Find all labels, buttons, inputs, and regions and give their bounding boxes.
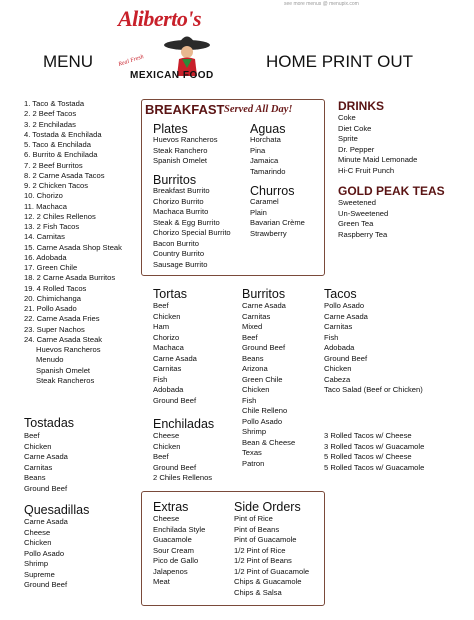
list-item: Chicken: [24, 538, 52, 547]
list-item: Caramel: [250, 197, 279, 206]
list-item: Pint of Guacamole: [234, 535, 297, 544]
list-item: 18. 2 Carne Asada Burritos: [24, 273, 116, 283]
side-orders-list: [234, 514, 309, 598]
logo: [118, 6, 238, 88]
list-item: Minute Maid Lemonade: [338, 155, 418, 164]
list-item: 24. Carne Asada Steak: [24, 334, 103, 344]
list-item: Coke: [338, 113, 356, 122]
list-item: Pollo Asado: [24, 548, 65, 558]
list-item: 3 Rolled Tacos w/ Guacamole: [324, 441, 425, 451]
side-orders-title: Side Orders: [234, 500, 301, 514]
list-item: Sausage Burrito: [153, 259, 208, 269]
list-item: Country Burrito: [153, 249, 205, 258]
list-item: Fish: [242, 395, 257, 405]
list-item: Cabeza: [324, 374, 351, 384]
list-item: 20. Chimichanga: [24, 293, 81, 303]
list-item: 5 Rolled Tacos w/ Guacamole: [324, 462, 425, 472]
served-all-day: Served All Day!: [224, 104, 293, 115]
list-item: Steak Rancheros: [36, 375, 95, 385]
list-item: Ground Beef: [24, 580, 68, 589]
list-item: 1. Taco & Tostada: [24, 99, 85, 108]
list-item: 17. Green Chile: [24, 263, 78, 272]
list-item: Mixed: [242, 322, 263, 331]
burritos-list: [242, 301, 295, 469]
tostadas-list: [24, 431, 68, 494]
list-item: Sweetened: [338, 198, 376, 207]
list-item: Carne Asada: [324, 311, 368, 321]
list-item: Green Chile: [242, 374, 283, 384]
list-item: Chips & Salsa: [234, 587, 282, 597]
list-item: Chorizo Burrito: [153, 196, 204, 206]
list-item: Adobada: [153, 385, 184, 394]
extras-list: [153, 514, 205, 588]
list-item: 1/2 Pint of Rice: [234, 545, 286, 555]
list-item: Adobada: [324, 343, 355, 352]
list-item: Carnitas: [324, 322, 353, 331]
list-item: Pint of Beans: [234, 524, 280, 534]
list-item: Sprite: [338, 134, 358, 143]
tortas-list: [153, 301, 197, 406]
list-item: Chicken: [324, 364, 352, 373]
list-item: Beef: [242, 332, 258, 342]
list-item: Chile Relleno: [242, 406, 288, 415]
list-item: 22. Carne Asada Fries: [24, 314, 100, 324]
list-item: Chips & Guacamole: [234, 577, 302, 586]
list-item: Raspberry Tea: [338, 229, 388, 239]
list-item: Jamaica: [250, 156, 279, 165]
list-item: 2. 2 Beef Tacos: [24, 109, 77, 119]
list-item: Cheese: [24, 527, 51, 537]
list-item: Ham: [153, 322, 170, 331]
burritos-title: Burritos: [242, 287, 286, 301]
list-item: Shrimp: [242, 427, 267, 436]
list-item: Un-Sweetened: [338, 208, 389, 218]
list-item: Huevos Rancheros: [36, 345, 101, 354]
drinks-title: DRINKS: [338, 99, 385, 113]
tacos-list: [324, 301, 423, 396]
list-item: Taco Salad (Beef or Chicken): [324, 385, 423, 394]
list-item: Machaca Burrito: [153, 207, 209, 216]
churros-list: [250, 197, 305, 239]
list-item: Chorizo Special Burrito: [153, 228, 231, 237]
list-item: Pico de Gallo: [153, 556, 199, 565]
list-item: Beef: [153, 452, 169, 461]
list-item: Carnitas: [24, 462, 53, 472]
list-item: Beef: [24, 431, 40, 440]
list-item: Ground Beef: [24, 483, 68, 493]
list-item: Shrimp: [24, 559, 49, 568]
enchiladas-title: Enchiladas: [153, 417, 215, 431]
list-item: Beans: [242, 353, 264, 363]
list-item: 19. 4 Rolled Tacos: [24, 283, 87, 293]
list-item: Chicken: [24, 441, 52, 451]
plates-list: [153, 135, 218, 167]
list-item: Jalapenos: [153, 566, 188, 576]
list-item: Ground Beef: [242, 343, 286, 352]
list-item: 1/2 Pint of Beans: [234, 556, 292, 565]
list-item: Carne Asada: [242, 301, 286, 310]
list-item: Guacamole: [153, 535, 192, 544]
list-item: Carne Asada: [153, 353, 197, 363]
list-item: 7. 2 Beef Burritos: [24, 160, 83, 170]
list-item: Green Tea: [338, 219, 374, 228]
list-item: Pollo Asado: [324, 301, 365, 310]
list-item: 3 Rolled Tacos w/ Cheese: [324, 431, 412, 440]
list-item: Fish: [153, 374, 168, 384]
list-item: Meat: [153, 577, 170, 586]
list-item: 12. 2 Chiles Rellenos: [24, 211, 96, 221]
list-item: 5 Rolled Tacos w/ Cheese: [324, 452, 412, 461]
list-item: Chorizo: [153, 332, 180, 342]
list-item: 8. 2 Carne Asada Tacos: [24, 170, 105, 180]
enchiladas-list: [153, 431, 212, 484]
list-item: Chicken: [153, 311, 181, 321]
list-item: Enchilada Style: [153, 524, 206, 534]
list-item: 13. 2 Fish Tacos: [24, 222, 80, 231]
quesadillas-list: [24, 517, 68, 591]
list-item: Ground Beef: [153, 395, 197, 405]
logo-brand: Aliberto's: [118, 6, 202, 31]
list-item: 6. Burrito & Enchilada: [24, 150, 98, 160]
list-item: Tamarindo: [250, 166, 286, 176]
list-item: Fish: [324, 332, 339, 342]
list-item: 4. Tostada & Enchilada: [24, 129, 102, 139]
list-item: Cheese: [153, 514, 180, 523]
list-item: Bacon Burrito: [153, 238, 200, 248]
list-item: Diet Coke: [338, 123, 372, 133]
home-print-out-header: HOME PRINT OUT: [266, 52, 414, 71]
list-item: Texas: [242, 448, 262, 457]
gold-peak-teas-list: [338, 198, 388, 240]
list-item: Sour Cream: [153, 545, 194, 555]
breakfast-title: BREAKFAST: [145, 102, 225, 117]
list-item: 2 Chiles Rellenos: [153, 473, 213, 482]
logo-tagline: MEXICAN FOOD: [130, 70, 214, 81]
list-item: Horchata: [250, 135, 281, 144]
gold-peak-teas-title: GOLD PEAK TEAS: [338, 184, 445, 198]
list-item: Carne Asada: [24, 452, 68, 461]
tortas-title: Tortas: [153, 287, 188, 301]
logo-fresh: Real Fresh: [117, 54, 145, 68]
list-item: Pollo Asado: [242, 416, 283, 426]
list-item: 9. 2 Chicken Tacos: [24, 181, 89, 190]
list-item: 5. Taco & Enchilada: [24, 140, 91, 149]
list-item: Spanish Omelet: [36, 365, 91, 375]
list-item: Supreme: [24, 569, 55, 579]
list-item: Patron: [242, 458, 265, 468]
quesadillas-title: Quesadillas: [24, 503, 90, 517]
list-item: 14. Carnitas: [24, 232, 65, 242]
list-item: Beef: [153, 301, 169, 310]
list-item: 16. Adobada: [24, 252, 67, 262]
list-item: 21. Pollo Asado: [24, 304, 77, 313]
list-item: Pina: [250, 145, 266, 155]
list-item: Breakfast Burrito: [153, 186, 210, 195]
tostadas-title: Tostadas: [24, 416, 75, 430]
list-item: 10. Chorizo: [24, 191, 63, 201]
list-item: Spanish Omelet: [153, 156, 208, 165]
list-item: 23. Super Nachos: [24, 324, 85, 334]
list-item: Menudo: [36, 355, 64, 365]
list-item: Chicken: [242, 385, 270, 394]
list-item: Carne Asada: [24, 517, 68, 526]
combinations-list: [24, 99, 122, 386]
watermark: see more menus @ menupix.com: [284, 1, 359, 7]
breakfast-burritos-title: Burritos: [153, 173, 197, 187]
list-item: Machaca: [153, 343, 184, 352]
list-item: Ground Beef: [324, 353, 368, 363]
list-item: Cheese: [153, 431, 180, 440]
list-item: Hi-C Fruit Punch: [338, 165, 395, 175]
list-item: Ground Beef: [153, 462, 197, 472]
list-item: Beans: [24, 473, 46, 482]
list-item: 15. Carne Asada Shop Steak: [24, 242, 122, 252]
churros-title: Churros: [250, 184, 295, 198]
list-item: 11. Machaca: [24, 201, 67, 211]
list-item: Chicken: [153, 441, 181, 451]
list-item: Carnitas: [242, 311, 271, 321]
list-item: Bavarian Crème: [250, 218, 305, 227]
rolled-tacos-list: [324, 431, 424, 473]
menu-header: MENU: [43, 52, 94, 71]
list-item: 1/2 Pint of Guacamole: [234, 566, 310, 576]
tacos-title: Tacos: [324, 287, 357, 301]
list-item: Dr. Pepper: [338, 144, 375, 154]
breakfast-burritos-list: [153, 186, 231, 270]
list-item: Plain: [250, 207, 267, 217]
list-item: Carnitas: [153, 364, 182, 373]
list-item: Pint of Rice: [234, 514, 273, 523]
list-item: Arizona: [242, 364, 268, 373]
aguas-title: Aguas: [250, 122, 286, 136]
list-item: 3. 2 Enchiladas: [24, 119, 76, 129]
list-item: Strawberry: [250, 228, 287, 238]
list-item: Steak Ranchero: [153, 145, 208, 155]
drinks-list: [338, 113, 417, 176]
extras-title: Extras: [153, 500, 189, 514]
list-item: Bean & Cheese: [242, 437, 296, 447]
aguas-list: [250, 135, 285, 177]
plates-title: Plates: [153, 122, 188, 136]
list-item: Steak & Egg Burrito: [153, 217, 220, 227]
list-item: Huevos Rancheros: [153, 135, 218, 144]
